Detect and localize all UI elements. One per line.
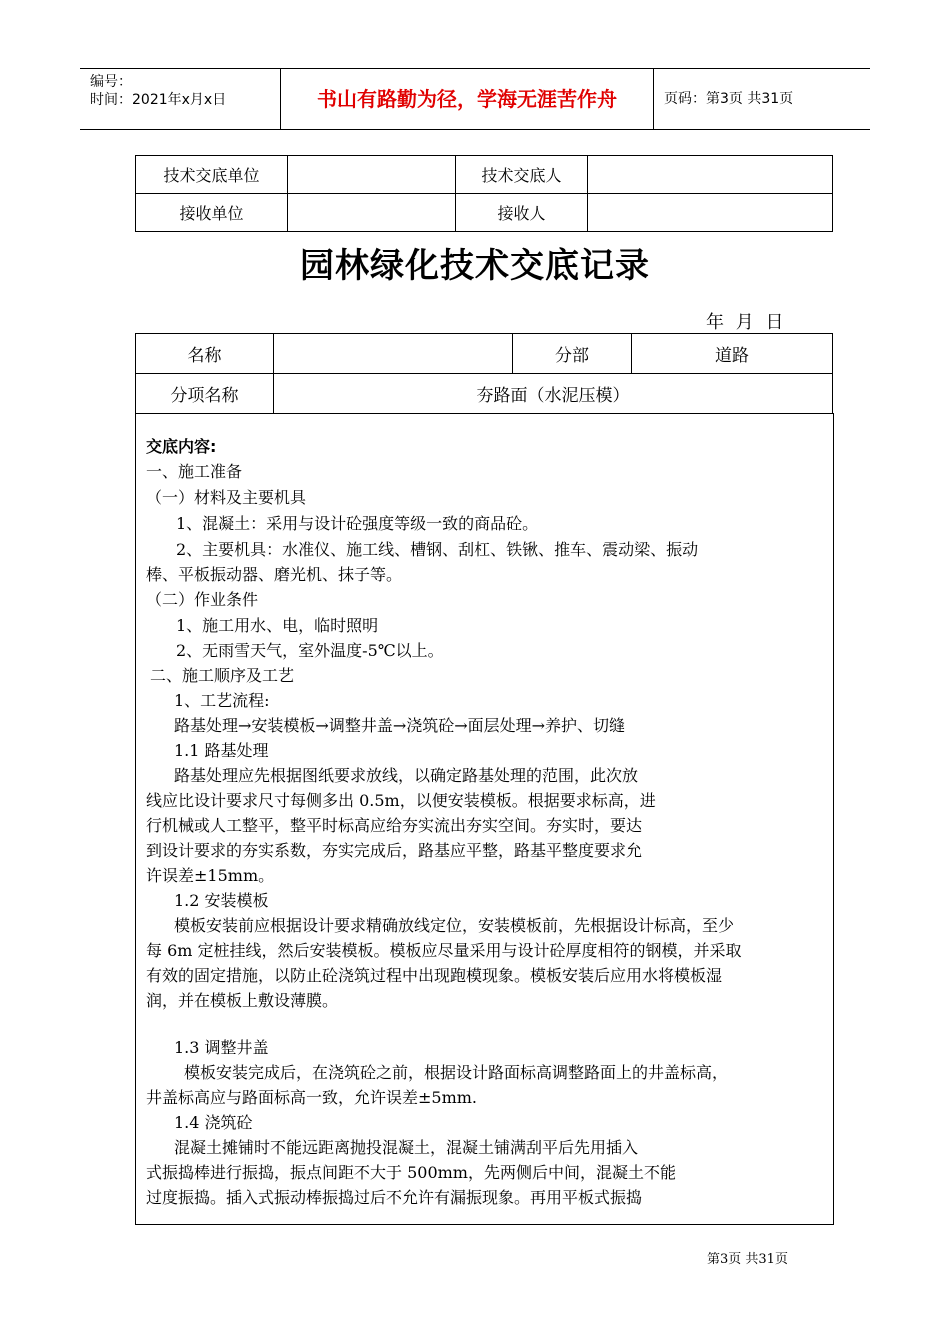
content-line: 2、无雨雪天气，室外温度-5℃以上。: [176, 641, 444, 660]
unit-label: 技术交底单位: [136, 156, 288, 194]
content-line: 1.2 安装模板: [174, 891, 269, 910]
content-line: 到设计要求的夯实系数，夯实完成后，路基应平整，路基平整度要求允: [146, 841, 643, 860]
content-line: （一）材料及主要机具: [146, 488, 307, 507]
info-table: [135, 333, 833, 414]
person-label: 技术交底人: [456, 156, 588, 194]
content-line: 式振捣棒进行振捣，振点间距不大于 500mm，先两侧后中间，混凝土不能: [146, 1163, 676, 1182]
content-line: 每 6m 定桩挂线，然后安装模板。模板应尽量采用与设计砼厚度相符的钢模，并采取: [146, 941, 742, 960]
content-line: 线应比设计要求尺寸每侧多出 0.5m，以便安装模板。根据要求标高，进: [146, 791, 656, 810]
content-line: 过度振捣。插入式振动棒振捣过后不允许有漏振现象。再用平板式振捣: [146, 1188, 643, 1207]
receiver-label: 接收人: [456, 194, 588, 232]
content-line: 井盖标高应与路面标高一致，允许误差±5mm.: [146, 1088, 478, 1107]
content-line: 1、施工用水、电，临时照明: [176, 616, 379, 635]
content-line: 2、主要机具：水准仪、施工线、槽钢、刮杠、铁锹、推车、震动梁、振动: [176, 540, 699, 559]
number-label: 编号：: [90, 74, 132, 90]
content-line: 棒、平板振动器、磨光机、抹子等。: [146, 565, 403, 584]
receiver-unit-label: 接收单位: [136, 194, 288, 232]
receiver-value[interactable]: [588, 194, 833, 232]
page-code: 页码：第3页 共31页: [664, 91, 794, 107]
content-line: 模板安装完成后，在浇筑砼之前，根据设计路面标高调整路面上的井盖标高，: [184, 1063, 729, 1082]
subitem-label: 分项名称: [136, 374, 274, 414]
content-line: 混凝土摊铺时不能远距离抛投混凝土，混凝土铺满刮平后先用插入: [174, 1138, 639, 1157]
division-value: 道路: [632, 334, 833, 374]
content-line: 路基处理应先根据图纸要求放线，以确定路基处理的范围，此次放: [174, 766, 639, 785]
content-heading: 交底内容:: [146, 437, 217, 456]
date-line: 年 月 日: [706, 312, 784, 333]
page-footer: 第3页 共31页: [707, 1252, 788, 1267]
content-line: 1.1 路基处理: [174, 741, 269, 760]
content-line: 许误差±15mm。: [146, 866, 275, 885]
division-label: 分部: [513, 334, 632, 374]
time-label: 时间：2021年x月x日: [90, 92, 227, 108]
person-value[interactable]: [588, 156, 833, 194]
content-line: 1.3 调整井盖: [174, 1038, 269, 1057]
content-line: 一、施工准备: [146, 462, 243, 481]
unit-value[interactable]: [288, 156, 456, 194]
content-line: 有效的固定措施，以防止砼浇筑过程中出现跑模现象。模板安装后应用水将模板湿: [146, 966, 723, 985]
content-line: 润，并在模板上敷设薄膜。: [146, 991, 339, 1010]
content-line: 二、施工顺序及工艺: [150, 666, 295, 685]
handover-table: [135, 155, 833, 232]
content-line: 行机械或人工整平，整平时标高应给夯实流出夯实空间。夯实时，要达: [146, 816, 643, 835]
content-line: 路基处理→安装模板→调整井盖→浇筑砼→面层处理→养护、切缝: [174, 716, 626, 735]
content-box: [135, 413, 834, 1225]
name-label: 名称: [136, 334, 274, 374]
subitem-value: 夯路面（水泥压模）: [274, 374, 833, 414]
document-title: 园林绿化技术交底记录: [300, 246, 650, 286]
content-line: 1、工艺流程:: [174, 691, 270, 710]
page-header: [80, 68, 870, 130]
content-line: 模板安装前应根据设计要求精确放线定位，安装模板前，先根据设计标高，至少: [174, 916, 735, 935]
receiver-unit-value[interactable]: [288, 194, 456, 232]
name-value[interactable]: [274, 334, 513, 374]
motto: 书山有路勤为径，学海无涯苦作舟: [281, 69, 654, 129]
content-line: 1、混凝土：采用与设计砼强度等级一致的商品砼。: [176, 514, 539, 533]
content-line: 1.4 浇筑砼: [174, 1113, 253, 1132]
content-line: （二）作业条件: [146, 590, 259, 609]
header-meta: [80, 69, 281, 129]
